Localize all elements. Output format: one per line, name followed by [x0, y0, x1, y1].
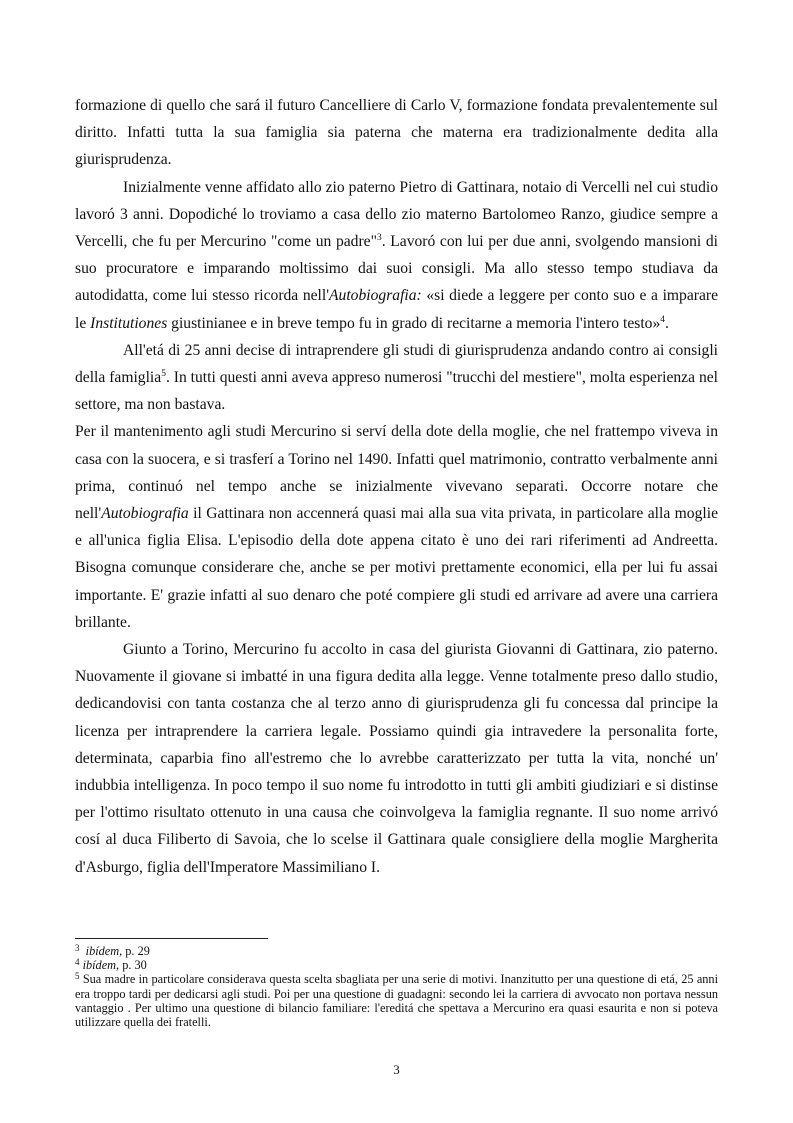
- paragraph-2: [75, 174, 718, 337]
- paragraph-3-text-a: All'etá di 25 anni decise di intraprendere gli studi di giurisprudenza andando contro ai consigli della famiglia: [75, 341, 718, 387]
- autobiografia-title-2: Autobiografia: [101, 505, 189, 523]
- footnote-5: [75, 972, 718, 1029]
- footnote-ibidem: ibídem,: [82, 958, 120, 973]
- paragraph-3: [75, 337, 718, 419]
- footnote-4: [75, 958, 718, 972]
- footnote-ref-3: 3: [376, 233, 382, 244]
- paragraph-2-text-b: . Lavoró con lui per due anni, svolgendo mansioni di suo procuratore e imparando moltissimo dai suoi consigli. Ma allo stesso tempo studiava da autodidatta, come lui stesso ricorda nell': [75, 233, 718, 305]
- document-body: [75, 92, 718, 881]
- paragraph-5: Giunto a Torino, Mercurino fu accolto in casa del giurista Giovanni di Gattinara, zio paterno. Nuovamente il giovane si imbatté in una figura dedita alla legge. Venne totalmente preso dallo studio, dedicandovisi con tanta costanza che al terzo anno di giurisprudenza gli fu concessa dal principe la licenza per intraprendere la carriera legale. Possiamo quindi gia intravedere la personalita forte, determinata, caparbia fino all'estremo che lo avrebbe caratterizzato per tutta la vita, nonché un' indubbia intelligenza. In poco tempo il suo nome fu introdotto in tutti gli ambiti giudiziari e si distinse per l'ottimo risultato ottenuto in una causa che coinvolgeva la famiglia regnante. Il suo nome arrivó cosí al duca Filiberto di Savoia, che lo scelse il Gattinara quale consigliere della moglie Margherita d'Asburgo, figlia dell'Imperatore Massimiliano I.: [75, 641, 718, 876]
- paragraph-2-text-e: .: [665, 314, 669, 332]
- footnote-ibidem: ibídem,: [85, 944, 123, 958]
- paragraph-2-text-c: «si diede a leggere per conto suo e a imparare le: [75, 287, 718, 332]
- footnotes: [75, 938, 718, 1029]
- footnote-3: [75, 944, 718, 958]
- paragraph-4-text-b: il Gattinara non accennerá quasi mai alla sua vita privata, in particolare alla moglie e all'unica figlia Elisa. L'episodio della dote appena citato è uno dei rari riferimenti ad Andreetta. Bisogna comunque considerare che, anche se per motivi prettamente economici, ella per lui fu assai importante. E' grazie infatti al suo denaro che poté compiere gli studi ed arrivare ad avere una carriera brillante.: [75, 505, 718, 631]
- paragraph-1: formazione di quello che sará il futuro Cancelliere di Carlo V, formazione fondata prevalentemente sul diritto. Infatti tutta la sua famiglia sia paterna che materna era tradizionalmente dedita alla giurisprudenza.: [75, 97, 718, 169]
- footnote-number: 4: [75, 957, 80, 968]
- footnote-separator: [75, 938, 268, 939]
- footnote-number: 5: [75, 971, 80, 982]
- paragraph-3-text-b: . In tutti questi anni aveva appreso numerosi "trucchi del mestiere", molta esperienza nel settore, ma non bastava.: [75, 369, 718, 414]
- paragraph-4: [75, 418, 718, 636]
- footnote-ref-4: 4: [660, 314, 665, 325]
- footnote-text: Sua madre in particolare considerava questa scelta sbagliata per una serie di motivi. Inanzitutto per una questione di etá, 25 anni era troppo tardi per dedicarsi agli studi. Poi per una questione di guadagni: secondo lei la carriera di avvocato non portava nessun vantaggio . Per ultimo una questione di bilancio familiare: l'ereditá che spettava a Mercurino era quasi esaurita e non si poteva utilizzare quella dei fratelli.: [75, 972, 718, 1030]
- footnote-ref-5: 5: [161, 369, 166, 380]
- paragraph-2-text-d: giustinianee e in breve tempo fu in grado di recitarne a memoria l'intero testo»: [167, 314, 661, 332]
- institutiones-title: Institutiones: [90, 314, 168, 332]
- paragraph-2-text-a: Inizialmente venne affidato allo zio paterno Pietro di Gattinara, notaio di Vercelli nel cui studio lavoró 3 anni. Dopodiché lo troviamo a casa dello zio materno Bartolomeo Ranzo, giudice sempre a Vercelli, che fu per Mercurino "come un padre": [75, 178, 718, 251]
- autobiografia-title: Autobiografia:: [329, 287, 422, 305]
- paragraph-4-text-a: Per il mantenimento agli studi Mercurino si serví della dote della moglie, che nel frattempo viveva in casa con la suocera, e si trasferí a Torino nel 1490. Infatti quel matrimonio, contratto verbalmente anni prima, continuó nel tempo anche se inizialmente vivevano separati. Occorre notare che nell': [75, 423, 718, 523]
- page-number: 3: [393, 1062, 400, 1077]
- footnote-text: p. 29: [122, 944, 150, 958]
- footnote-number: 3: [75, 943, 80, 953]
- footnote-text: p. 30: [119, 958, 147, 973]
